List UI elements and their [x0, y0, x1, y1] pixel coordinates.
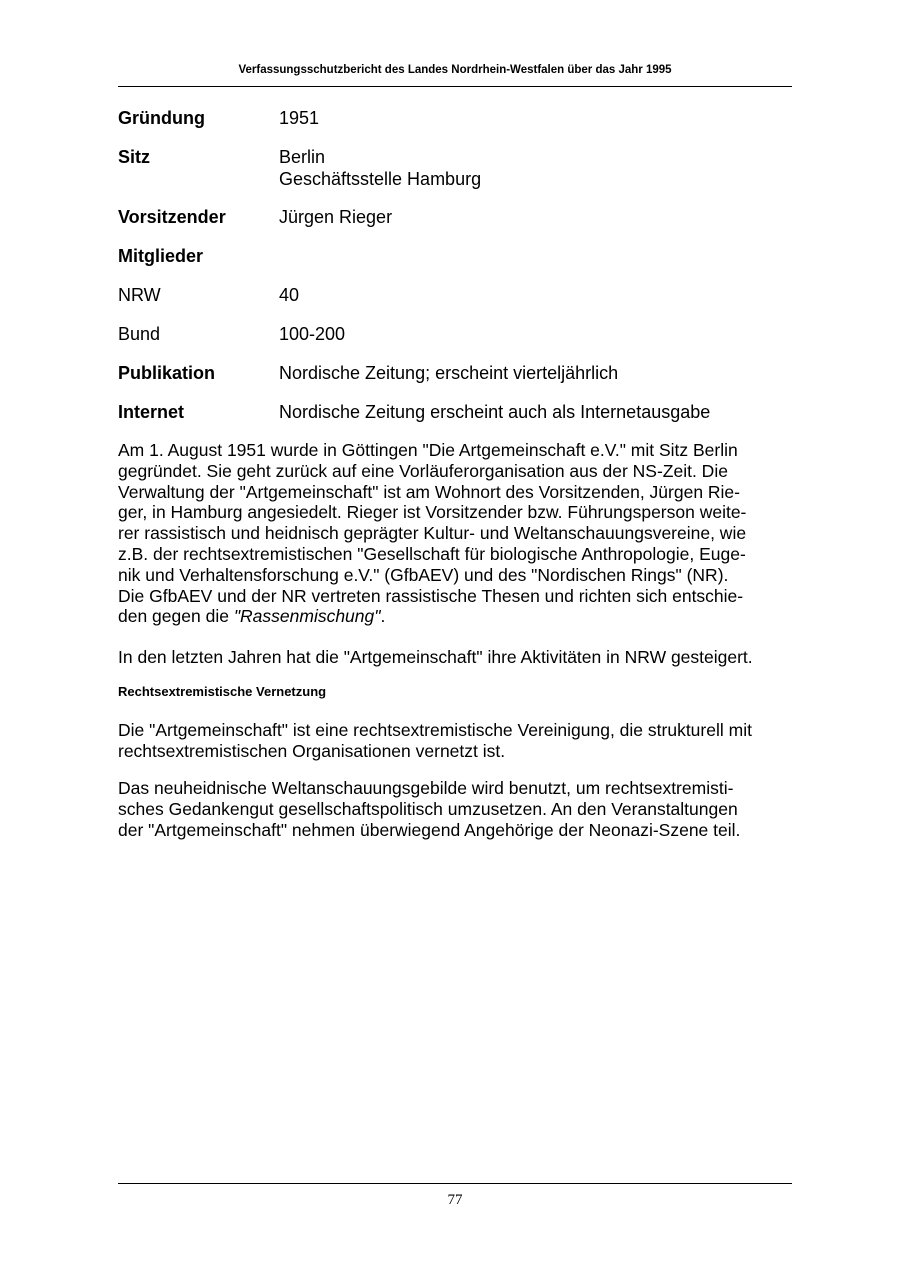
fact-row-seat — [118, 146, 792, 206]
text-line: Die GfbAEV und der NR vertreten rassistische Thesen und richten sich entschie- — [118, 585, 744, 606]
fact-value — [279, 362, 792, 401]
text-line: Verwaltung der "Artgemeinschaft" ist am Wohnort des Vorsitzenden, Jürgen Rie- — [118, 481, 740, 502]
text-line: Die "Artgemeinschaft" ist eine rechtsextremistische Vereinigung, die strukturell mit — [118, 720, 752, 740]
text-run: . — [380, 606, 386, 627]
text-line: z.B. der rechtsextremistischen "Gesellschaft für biologische Anthropologie, Euge- — [118, 543, 746, 564]
text-line: ger, in Hamburg angesiedelt. Rieger ist Vorsitzender bzw. Führungsperson weite- — [118, 502, 747, 523]
text-line: gegründet. Sie geht zurück auf eine Vorläuferorganisation aus der NS-Zeit. Die — [118, 460, 728, 481]
header-rule — [118, 86, 792, 87]
fact-value — [279, 323, 792, 362]
text-line: rer rassistisch und heidnisch geprägter Kultur- und Weltanschauungsvereine, wie — [118, 523, 747, 544]
running-header: Verfassungsschutzbericht des Landes Nordrhein-Westfalen über das Jahr 1995 — [238, 64, 672, 76]
fact-value-line: 1951 — [279, 108, 320, 128]
emphasized-term: "Rassenmischung" — [233, 606, 381, 627]
paragraph-history — [118, 440, 792, 627]
text-line: nik und Verhaltensforschung e.V." (GfbAEV) und des "Nordischen Rings" (NR). — [118, 564, 729, 585]
fact-label: Internet — [118, 402, 185, 422]
fact-row-members-federal — [118, 323, 792, 362]
fact-row-members — [118, 245, 792, 284]
fact-label: Gründung — [118, 108, 205, 128]
fact-label: Publikation — [118, 363, 216, 383]
subheading-text: Rechtsextremistische Vernetzung — [118, 684, 327, 699]
fact-value — [279, 206, 792, 245]
fact-value — [279, 284, 792, 323]
text-line: Das neuheidnische Weltanschauungsgebilde wird benutzt, um rechtsextremisti- — [118, 778, 734, 798]
text-line: rechtsextremistischen Organisationen vernetzt ist. — [118, 740, 506, 761]
fact-label: Sitz — [118, 147, 151, 167]
paragraph-network — [118, 720, 792, 762]
fact-value-line: Jürgen Rieger — [279, 207, 393, 227]
text-line: Am 1. August 1951 wurde in Göttingen "Die Artgemeinschaft e.V." mit Sitz Berlin — [118, 440, 738, 460]
fact-row-publication — [118, 362, 792, 401]
text-line: der "Artgemeinschaft" nehmen überwiegend Angehörige der Neonazi-Szene teil. — [118, 819, 741, 840]
fact-value-line: Berlin — [279, 147, 326, 167]
fact-label: Vorsitzender — [118, 207, 226, 227]
fact-table — [118, 107, 792, 440]
fact-row-members-nrw — [118, 284, 792, 323]
fact-value-line: 40 — [279, 285, 300, 305]
text-run: den gegen die — [118, 606, 234, 627]
fact-row-founding — [118, 107, 792, 146]
fact-value-line: Nordische Zeitung erscheint auch als Internetausgabe — [279, 402, 711, 422]
fact-value — [279, 107, 792, 146]
text-line: In den letzten Jahren hat die "Artgemeinschaft" ihre Aktivitäten in NRW gesteigert. — [118, 647, 753, 667]
fact-value-line: Nordische Zeitung; erscheint vierteljährlich — [279, 363, 619, 383]
fact-value — [279, 245, 792, 284]
text-line-last — [118, 606, 792, 627]
text-line: sches Gedankengut gesellschaftspolitisch umzusetzen. An den Veranstaltungen — [118, 798, 738, 819]
fact-row-internet — [118, 401, 792, 440]
fact-value — [279, 401, 792, 440]
page-number: 77 — [447, 1192, 463, 1208]
fact-row-chairman — [118, 206, 792, 245]
paragraph-ideology — [118, 778, 792, 840]
fact-label: Mitglieder — [118, 246, 204, 266]
fact-label: Bund — [118, 324, 161, 344]
section-heading — [118, 684, 792, 700]
fact-value-line: 100-200 — [279, 324, 346, 344]
paragraph-activities — [118, 647, 792, 668]
fact-value-line: Geschäftsstelle Hamburg — [279, 169, 482, 189]
fact-value — [279, 146, 792, 206]
footer-rule — [118, 1183, 792, 1184]
fact-label: NRW — [118, 285, 161, 305]
